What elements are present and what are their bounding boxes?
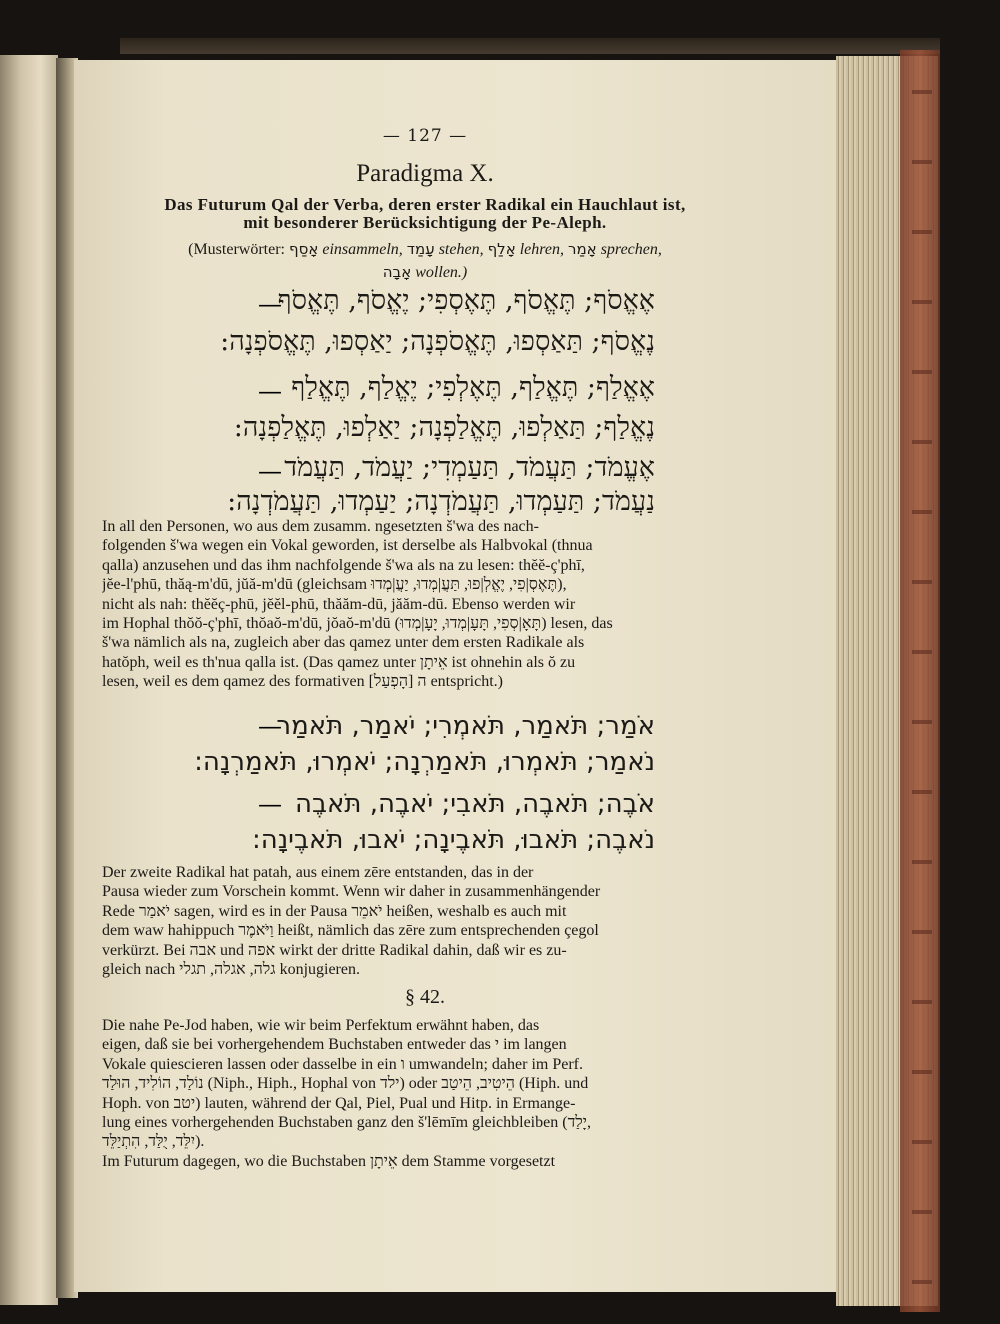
paragraph-line: dem waw hahippuch וַיֹּאמֶר heißt, nämlich das zēre zum entsprechenden çegol	[102, 922, 599, 940]
paragraph-line: Pausa wieder zum Vorschein kommt. Wenn wir daher in zusammenhängender	[102, 883, 601, 901]
paragraph-line: Rede יֹאמַר sagen, wird es in der Pausa יֹאמֵר heißen, weshalb es auch mit	[102, 902, 567, 920]
paragraph-line: Der zweite Radikal hat patah, aus einem zēre entstanden, das in der	[102, 864, 534, 881]
pe-jod-paragraph	[102, 1016, 748, 1171]
explanation-paragraph	[102, 517, 748, 692]
paragraph-line: š'wa nämlich als na, zugleich aber das qamez unter dem ersten Radikale als	[102, 634, 585, 652]
paragraph-line: נוֹלַד, הוֹלִיד, הוּלַד (Niph., Hiph., Hophal von ילד) oder הֵיטִיב, הֵיטַב (Hiph. und	[102, 1075, 589, 1093]
book-cover-top-edge	[120, 38, 940, 54]
example-word-5-german: wollen.)	[415, 264, 468, 281]
paradigm-amar-plural: נֹאמַר; תֹּאמְרוּ, תֹּאמַרְנָה; יֹאמְרוּ, תֹּאמַרְנָה:	[194, 747, 655, 777]
left-page-edge	[0, 55, 58, 1305]
example-word-3-hebrew: אָלַף	[487, 240, 516, 258]
examples-open: (Musterwörter:	[188, 241, 285, 258]
example-word-2-german: stehen,	[438, 241, 484, 258]
example-words	[100, 238, 750, 284]
row-dash: —	[258, 790, 282, 818]
paradigm-amar-singular: אֹמַר; תֹּאמַר, תֹּאמְרִי; יֹאמַר, תֹּאמַר	[276, 711, 655, 741]
example-word-1-german: einsammeln,	[322, 241, 403, 258]
paragraph-line: Die nahe Pe-Jod haben, wie wir beim Perfektum erwähnt haben, das	[102, 1017, 540, 1034]
paragraph-line: Vokale quiescieren lassen oder dasselbe in ein ו umwandeln; daher im Perf.	[102, 1055, 583, 1073]
paradigm-ava-plural: נֹאבֶה; תֹּאבוּ, תֹּאבֶינָה; יֹאבוּ, תֹּאבֶינָה:	[252, 825, 655, 855]
heading-line-2: mit besonderer Berücksichtigung der Pe-Aleph.	[243, 213, 607, 232]
section-heading	[100, 196, 750, 232]
paradigm-asaf-singular: אֶאֱסֹף; תֶּאֱסֹף, תֶּאֶסְפִי; יֶאֱסֹף, תֶּאֱסֹף	[277, 285, 655, 316]
paragraph-line: יִלֵּד, יֻלַּד, הִתְיַלֵּד).	[102, 1133, 205, 1151]
paradigm-asaf-plural: נֶאֱסֹף; תַּאַסְפוּ, תֶּאֱסֹפְנָה; יַאַסְפוּ, תֶּאֱסֹפְנָה:	[220, 326, 655, 357]
paragraph-line: lung eines vorhergehenden Buchstaben ganz den š'lēmīm gleichbleiben (יָלַד,	[102, 1114, 591, 1132]
paragraph-line: gleich nach גלה, אגלה, תגלי konjugieren.	[102, 961, 360, 979]
example-word-4-german: sprechen,	[600, 241, 662, 258]
row-dash: —	[258, 290, 282, 318]
example-word-5-hebrew: אָבָה	[382, 263, 412, 281]
row-dash: —	[258, 712, 282, 740]
pausa-paragraph	[102, 863, 748, 979]
paradigm-title: Paradigma X.	[356, 160, 494, 187]
row-dash: —	[258, 377, 282, 405]
example-word-3-german: lehren,	[519, 241, 565, 258]
paragraph-line: jĕe-l'phū, thăą-m'dū, jŭă-m'dū (gleichsam תֶּאֶסְ|פִי, יֶאֱלְ|פוּ, תַּעֲ|מְדוּ, יַעֲ|מְדוּ),	[102, 576, 567, 594]
paradigm-ava-singular: אֹבֶה; תֹּאבֶה, תֹּאבִי; יֹאבֶה, תֹּאבֶה	[294, 789, 655, 819]
paragraph-line: folgenden š'wa wegen ein Vokal geworden, ist derselbe als Halbvokal (thnua	[102, 537, 593, 555]
paragraph-line: im Hophal thŏŏ-ç'phī, thŏaŏ-m'dū, jŏaŏ-m'dū (תָּאָ|סְפִי, תָּעָ|מְדוּ, יָעָ|מְדוּ) lesen, das	[102, 615, 613, 633]
paradigm-alaf-singular: אֶאֱלַף; תֶּאֱלַף, תֶּאֶלְפִי; יֶאֱלַף, תֶּאֱלַף	[291, 372, 655, 403]
paragraph-line: lesen, weil es dem qamez des formativen ה [הָפְעַל] entspricht.)	[102, 673, 503, 691]
example-word-2-hebrew: עָמַד	[406, 240, 435, 258]
cover-wear-marks	[912, 60, 932, 1300]
paragraph-line: In all den Personen, wo aus dem zusamm. ngesetzten š'wa des nach-	[102, 518, 539, 535]
section-number: § 42.	[405, 986, 445, 1008]
paragraph-line: verkürzt. Bei אבה und אפה wirkt der dritte Radikal dahin, daß wir es zu-	[102, 941, 567, 959]
paragraph-line: qalla) anzusehen und das ihm nachfolgende š'wa als na zu lesen: thĕĕ-ç'phī,	[102, 556, 585, 574]
paradigm-alaf-plural: נֶאֱלַף; תַּאַלְפוּ, תֶּאֱלַפְנָה; יַאַלְפוּ, תֶּאֱלַפְנָה:	[233, 412, 655, 443]
paragraph-line: Hoph. von יטב) lauten, während der Qal, Piel, Pual und Hitp. in Ermange-	[102, 1094, 576, 1112]
paragraph-line: Im Futurum dagegen, wo die Buchstaben אֵיתָן dem Stamme vorgesetzt	[102, 1152, 556, 1170]
paragraph-line: hatŏph, weil es th'nua qalla ist. (Das qamez unter אֵיתָן ist ohnehin als ŏ zu	[102, 653, 576, 671]
example-word-1-hebrew: אָסַף	[288, 240, 319, 258]
paragraph-line: nicht als nah: thĕĕç-phū, jĕĕl-phū, thăăm-dū, jăăm-dū. Ebenso werden wir	[102, 595, 576, 613]
heading-line-1: Das Futurum Qal der Verba, deren erster Radikal ein Hauchlaut ist,	[164, 195, 686, 214]
paragraph-line: eigen, daß sie bei vorhergehendem Buchstaben entweder das י im langen	[102, 1036, 567, 1054]
paradigm-amad-plural: נַעֲמֹד; תַּעַמְדוּ, תַּעֲמֹדְנָה; יַעַמְדוּ, תַּעֲמֹדְנָה:	[227, 486, 655, 517]
row-dash: —	[258, 457, 282, 485]
example-word-4-hebrew: אָמַר	[568, 240, 597, 258]
paradigm-amad-singular: אֶעֱמֹד; תַּעֲמֹד, תַּעַמְדִי; יַעֲמֹד, תַּעֲמֹד	[284, 452, 655, 483]
page-number: — 127 —	[382, 126, 468, 146]
